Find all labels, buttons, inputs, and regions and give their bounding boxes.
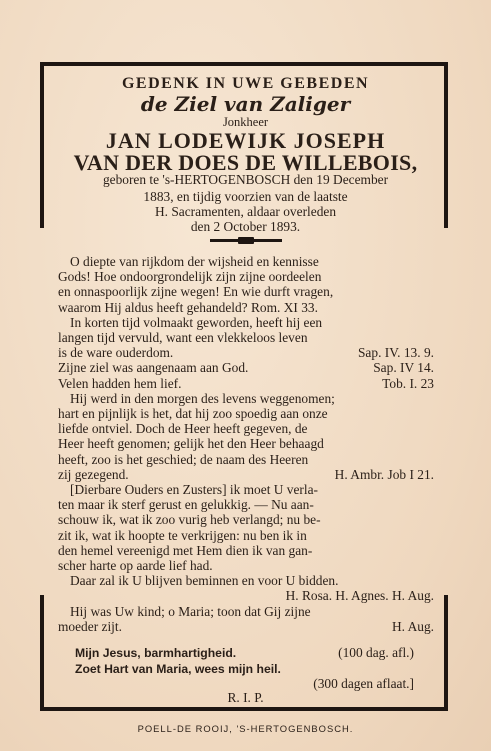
- top-border: [40, 62, 448, 66]
- body-line: en onnaspoorlijk zijne wegen! En wie durft vragen,: [58, 284, 334, 299]
- indulgence-note: (300 dagen aflaat.]: [313, 676, 414, 691]
- body-line: liefde ontviel. Doch de Heer heeft gegeven, de: [58, 421, 308, 436]
- body-line: Heer heeft genomen; gelijk het den Heer behaagd: [58, 436, 324, 451]
- body-line: langen tijd vervuld, want een vlekkeloos leven: [58, 330, 308, 345]
- body-line: zij gezegend.: [58, 467, 129, 482]
- body-line: zit ik, wat ik hoopte te verkrijgen: nu ben ik in: [58, 528, 307, 543]
- body-line: [Dierbare Ouders en Zusters] ik moet U verla-: [70, 482, 319, 497]
- body-line: Velen hadden hem lief.: [58, 376, 182, 391]
- body-reference: H. Rosa. H. Agnes. H. Aug.: [285, 588, 434, 603]
- body-line: hart en pijnlijk is het, dat hij zoo spoedig aan onze: [58, 406, 328, 421]
- body-line: waarom Hij aldus heeft gehandeld? Rom. XI 33.: [58, 300, 318, 315]
- body-line: scher harte op aarde lief had.: [58, 558, 213, 573]
- printer-footer: POELL-DE ROOIJ, 'S-HERTOGENBOSCH.: [137, 723, 354, 734]
- ornamental-rule: [210, 239, 282, 242]
- body-line: den hemel vereenigd met Hem dien ik van gan-: [58, 543, 313, 558]
- heading-title: Jonkheer: [222, 115, 269, 129]
- body-line: moeder zijt.: [58, 619, 122, 634]
- body-line: is de ware ouderdom.: [58, 345, 174, 360]
- prayer-line: Zoet Hart van Maria, wees mijn heil.: [75, 662, 281, 676]
- heading-soul: de Ziel van Zaliger: [140, 92, 351, 116]
- body-line: Hij was Uw kind; o Maria; toon dat Gij zijne: [70, 604, 311, 619]
- rip-text: R. I. P.: [227, 690, 264, 705]
- intro-line: den 2 October 1893.: [190, 219, 301, 234]
- intro-line: 1883, en tijdig voorzien van de laatste: [143, 189, 348, 204]
- prayer-line: Mijn Jesus, barmhartigheid.: [75, 646, 237, 660]
- body-line: schouw ik, wat ik zoo vurig heb verlangd; nu be-: [58, 512, 321, 527]
- body-reference: Tob. I. 23: [382, 376, 434, 391]
- deceased-surname: VAN DER DOES DE WILLEBOIS,: [73, 150, 418, 175]
- body-line: Daar zal ik U blijven beminnen en voor U bidden.: [70, 573, 339, 588]
- body-line: In korten tijd volmaakt geworden, heeft hij een: [70, 315, 323, 330]
- intro-line: H. Sacramenten, aldaar overleden: [154, 204, 337, 219]
- body-line: Zijne ziel was aangenaam aan God.: [58, 360, 249, 375]
- intro-line: geboren te 's-HERTOGENBOSCH den 19 December: [102, 172, 389, 187]
- body-line: Hij werd in den morgen des levens weggenomen;: [70, 391, 335, 406]
- indulgence-note: (100 dag. afl.): [338, 645, 414, 660]
- body-line: heeft, zoo is het geschied; de naam des Heeren: [58, 452, 309, 467]
- body-reference: Sap. IV 14.: [373, 360, 434, 375]
- body-reference: H. Aug.: [391, 619, 434, 634]
- deceased-name: JAN LODEWIJK JOSEPH: [105, 128, 386, 153]
- body-line: Gods! Hoe ondoorgrondelijk zijn zijne oordeelen: [58, 269, 322, 284]
- heading-remember: GEDENK IN UWE GEBEDEN: [121, 75, 370, 92]
- body-reference: H. Ambr. Job I 21.: [334, 467, 434, 482]
- bottom-border: [40, 707, 448, 711]
- body-line: ten maar ik sterf gerust en gelukkig. — Nu aan-: [58, 497, 314, 512]
- body-line: O diepte van rijkdom der wijsheid en kennisse: [70, 254, 319, 269]
- body-reference: Sap. IV. 13. 9.: [357, 345, 434, 360]
